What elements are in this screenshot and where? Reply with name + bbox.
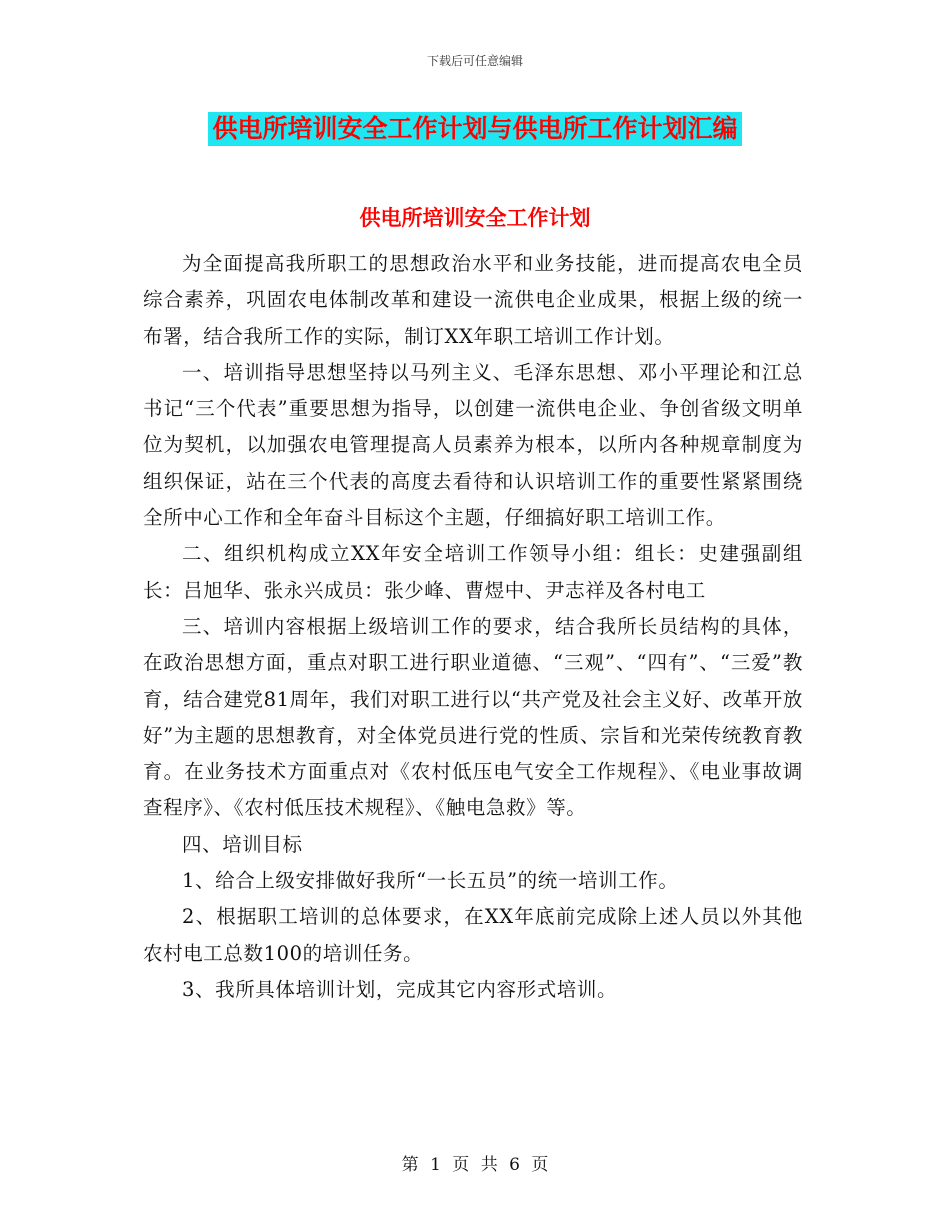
paragraph-guiding-principle: 一、培训指导思想坚持以马列主义、毛泽东思想、邓小平理论和江总书记“三个代表”重要思想为指导，以创建一流供电企业、争创省级文明单位为契机，以加强农电管理提高人员素养为根本，以所内各种规章制度为组织保证，站在三个代表的高度去看待和认识培训工作的重要性紧紧围绕全所中心工作和全年奋斗目标这个主题，仔细搞好职工培训工作。 (143, 360, 803, 530)
paragraph-goal-3: 3、我所具体培训计划，完成其它内容形式培训。 (182, 977, 618, 1001)
paragraph-intro: 为全面提高我所职工的思想政治水平和业务技能，进而提高农电全员综合素养，巩固农电体制改革和建设一流供电企业成果，根据上级的统一布署，结合我所工作的实际，制订XX年职工培训工作计划。 (143, 252, 803, 348)
main-title: 供电所培训安全工作计划与供电所工作计划汇编 (208, 112, 741, 146)
header-note: 下载后可任意编辑 (426, 54, 523, 68)
section-title: 供电所培训安全工作计划 (359, 206, 591, 230)
page-number-footer: 第 1 页 共 6 页 (401, 1155, 549, 1175)
paragraph-goal-2: 2、根据职工培训的总体要求，在XX年底前完成除上述人员以外其他农村电工总数100的培训任务。 (143, 905, 803, 965)
paragraph-training-goals-heading: 四、培训目标 (182, 832, 303, 856)
paragraph-organization: 二、组织机构成立XX年安全培训工作领导小组：组长：史建强副组长：吕旭华、张永兴成员：张少峰、曹煜中、尹志祥及各村电工 (143, 542, 803, 602)
paragraph-training-content: 三、培训内容根据上级培训工作的要求，结合我所长员结构的具体，在政治思想方面，重点对职工进行职业道德、“三观”、“四有”、“三爱”教育，结合建党81周年，我们对职工进行以“共产党及社会主义好、改革开放好”为主题的思想教育，对全体党员进行党的性质、宗旨和光荣传统教育教育。在业务技术方面重点对《农村低压电气安全工作规程》、《电业事故调查程序》、《农村低压技术规程》、《触电急救》等。 (143, 614, 803, 820)
document-body (143, 246, 803, 1008)
paragraph-goal-1: 1、给合上级安排做好我所“一长五员”的统一培训工作。 (182, 869, 679, 893)
main-title-container (0, 112, 950, 146)
